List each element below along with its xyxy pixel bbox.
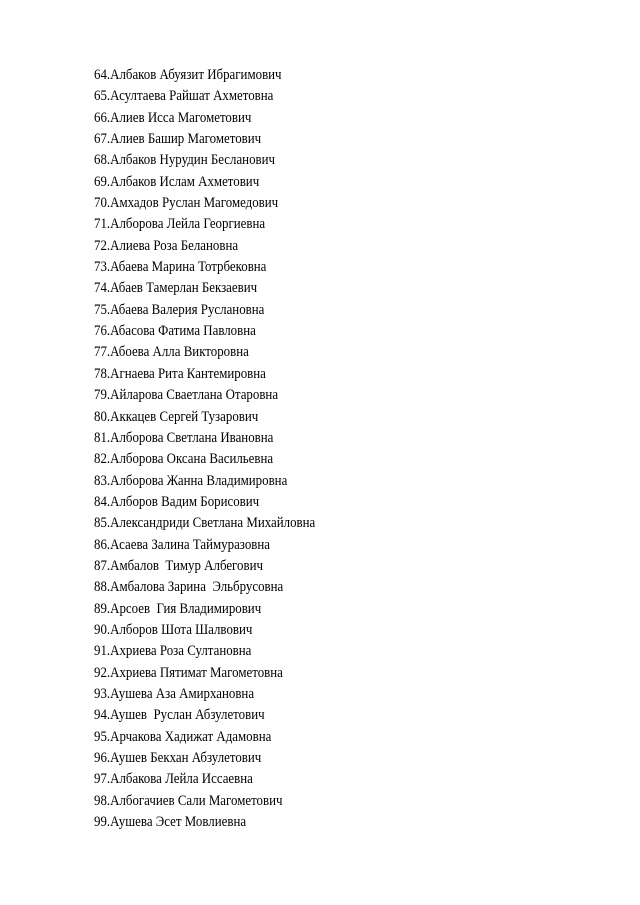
list-item: 81.Алборова Светлана Ивановна [94,429,274,446]
list-item: 69.Албаков Ислам Ахметович [94,173,260,190]
list-item: 70.Амхадов Руслан Магомедович [94,195,279,212]
list-item: 79.Айларова Сваетлана Отаровна [94,387,279,404]
list-item: 91.Ахриева Роза Султановна [94,643,252,660]
list-item: 99.Аушева Эсет Мовлиевна [94,814,247,831]
list-item: 77.Абоева Алла Викторовна [94,344,249,361]
list-item: 88.Амбалова Зарина Эльбрусовна [94,579,284,596]
list-item: 90.Алборов Шота Шалвович [94,621,253,638]
list-item: 84.Алборов Вадим Борисович [94,493,260,510]
list-item: 95.Арчакова Хадижат Адамовна [94,728,272,745]
list-item: 68.Албаков Нурудин Бесланович [94,152,276,169]
list-item: 94.Аушев Руслан Абзулетович [94,707,265,724]
list-item: 78.Агнаева Рита Кантемировна [94,365,266,382]
list-item: 98.Албогачиев Сали Магометович [94,792,283,809]
list-item: 64.Албаков Абуязит Ибрагимович [94,67,282,83]
list-item: 82.Алборова Оксана Васильевна [94,451,274,468]
list-item: 93.Аушева Аза Амирхановна [94,685,255,702]
list-item: 74.Абаев Тамерлан Бекзаевич [94,280,258,297]
list-item: 75.Абаева Валерия Руслановна [94,301,265,318]
list-item: 71.Алборова Лейла Георгиевна [94,216,266,233]
list-item: 72.Алиева Роза Белановна [94,237,239,254]
list-item: 76.Абасова Фатима Павловна [94,323,256,340]
list-item: 92.Ахриева Пятимат Магометовна [94,664,283,681]
list-item: 65.Асултаева Райшат Ахметовна [94,88,274,105]
name-list [94,65,351,833]
list-item: 83.Алборова Жанна Владимировна [94,472,288,489]
list-item: 96.Аушев Бекхан Абзулетович [94,750,262,766]
list-item: 67.Алиев Башир Магометович [94,131,262,148]
list-item: 85.Александриди Светлана Михайловна [94,515,316,532]
list-item: 97.Албакова Лейла Иссаевна [94,771,253,788]
list-item: 73.Абаева Марина Тотрбековна [94,259,267,276]
list-item: 89.Арсоев Гия Владимирович [94,600,262,617]
list-item: 80.Аккацев Сергей Тузарович [94,408,259,425]
list-item: 66.Алиев Исса Магометович [94,109,252,126]
list-item: 87.Амбалов Тимур Албегович [94,557,263,574]
list-item: 86.Асаева Залина Таймуразовна [94,536,270,553]
